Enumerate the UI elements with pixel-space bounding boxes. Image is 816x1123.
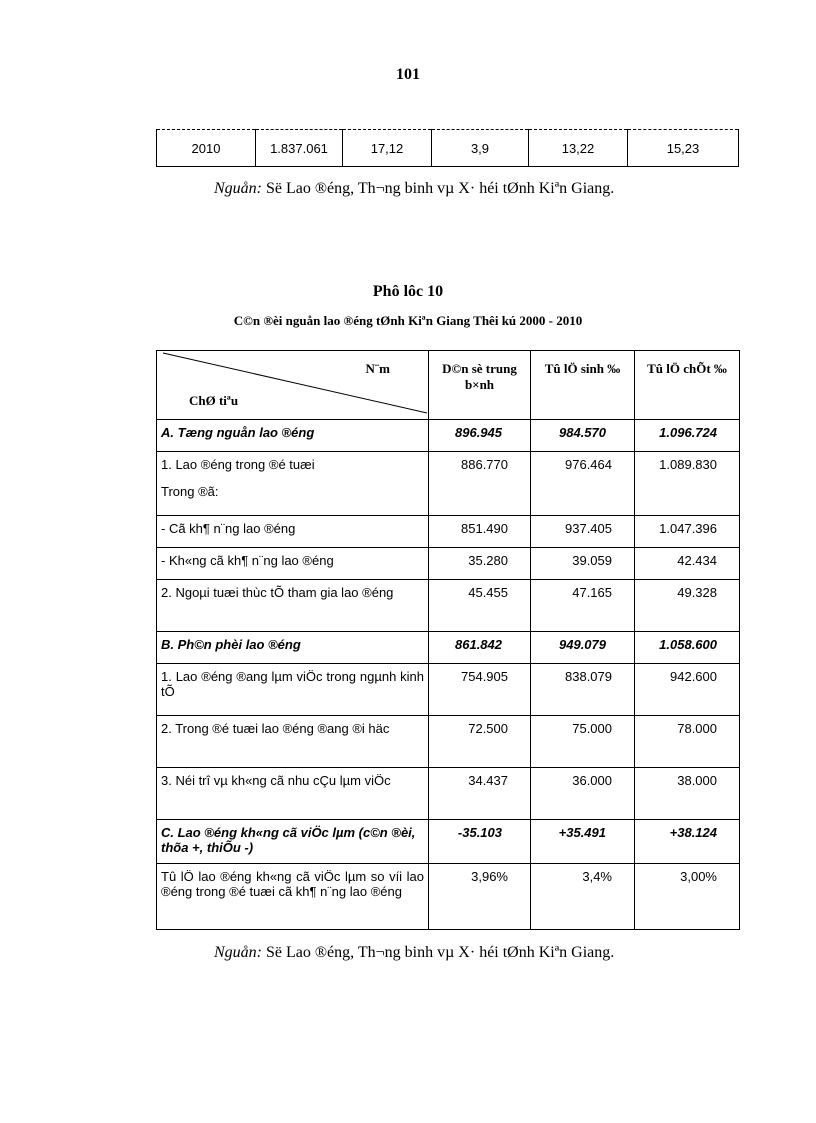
row-value: +38.124 <box>635 820 740 864</box>
row-label: 3. Néi trî vµ kh«ng cã nhu cÇu lµm viÖc <box>157 768 429 820</box>
table-cell: 3,9 <box>432 130 529 167</box>
table-cell: 13,22 <box>529 130 628 167</box>
row-value: 754.905 <box>429 664 531 716</box>
table-row <box>157 548 740 580</box>
row-value: 861.842 <box>429 632 531 664</box>
row-value: 838.079 <box>531 664 635 716</box>
row-value: 38.000 <box>635 768 740 820</box>
row-value: 47.165 <box>531 580 635 632</box>
header-criteria: ChØ tiªu <box>189 393 239 408</box>
row-value: 39.059 <box>531 548 635 580</box>
table-row <box>157 580 740 632</box>
table-row <box>157 716 740 768</box>
source-text: Së Lao ®éng, Th¬ng binh vµ X· héi tØnh Kiªn Giang. <box>266 180 615 197</box>
row-value: -35.103 <box>429 820 531 864</box>
row-value: 949.079 <box>531 632 635 664</box>
source-note <box>214 180 614 198</box>
row-value: 49.328 <box>635 580 740 632</box>
row-label-line: 1. Lao ®éng trong ®é tuæi <box>161 457 315 472</box>
row-value: 36.000 <box>531 768 635 820</box>
row-value: 3,4% <box>531 864 635 930</box>
row-value: 45.455 <box>429 580 531 632</box>
header-col2: Tû lÖ sinh ‰ <box>531 351 635 420</box>
table-cell: 2010 <box>157 130 256 167</box>
row-label: - Kh«ng cã kh¶ n¨ng lao ®éng <box>157 548 429 580</box>
diagonal-header-cell <box>157 351 429 420</box>
header-year: N¨m <box>365 361 390 376</box>
page-number: 101 <box>396 66 420 83</box>
row-value: 3,00% <box>635 864 740 930</box>
row-value: 75.000 <box>531 716 635 768</box>
appendix-title: Phô lôc 10 <box>372 283 444 300</box>
row-label: 2. Trong ®é tuæi lao ®éng ®ang ®i häc <box>157 716 429 768</box>
table-row <box>157 632 740 664</box>
row-value: 1.089.830 <box>635 452 740 516</box>
row-value: 78.000 <box>635 716 740 768</box>
row-label <box>157 452 429 516</box>
source-note-bottom <box>214 944 614 962</box>
source-label: Nguån: <box>214 944 262 961</box>
table-row <box>157 820 740 864</box>
row-label: - Cã kh¶ n¨ng lao ®éng <box>157 516 429 548</box>
table-row <box>157 664 740 716</box>
table-title: C©n ®èi nguån lao ®éng tØnh Kiªn Giang Thêi kú 2000 - 2010 <box>233 313 583 328</box>
table-row <box>157 768 740 820</box>
row-value: 886.770 <box>429 452 531 516</box>
top-table <box>156 129 739 167</box>
row-value: 976.464 <box>531 452 635 516</box>
row-label: 2. Ngoµi tuæi thùc tÕ tham gia lao ®éng <box>157 580 429 632</box>
row-value: 72.500 <box>429 716 531 768</box>
row-label: Tû lÖ lao ®éng kh«ng cã viÖc lµm so víi lao ®éng trong ®é tuæi cã kh¶ n¨ng lao ®éng <box>157 864 429 930</box>
row-value: 942.600 <box>635 664 740 716</box>
source-label: Nguån: <box>214 180 262 197</box>
row-label: 1. Lao ®éng ®ang lµm viÖc trong ngµnh kinh tÕ <box>157 664 429 716</box>
row-value: 35.280 <box>429 548 531 580</box>
table-cell: 1.837.061 <box>256 130 343 167</box>
row-value: 896.945 <box>429 420 531 452</box>
row-value: 3,96% <box>429 864 531 930</box>
row-value: 34.437 <box>429 768 531 820</box>
row-value: 851.490 <box>429 516 531 548</box>
row-value: 1.047.396 <box>635 516 740 548</box>
row-value: 937.405 <box>531 516 635 548</box>
table-row <box>157 452 740 516</box>
table-row <box>157 420 740 452</box>
row-sublabel: Trong ®ã: <box>161 484 219 499</box>
row-value: 1.058.600 <box>635 632 740 664</box>
table-cell: 17,12 <box>343 130 432 167</box>
row-label: B. Ph©n phèi lao ®éng <box>157 632 429 664</box>
table-cell: 15,23 <box>628 130 739 167</box>
main-table <box>156 350 740 930</box>
header-row <box>157 351 740 420</box>
row-value: 1.096.724 <box>635 420 740 452</box>
row-label: C. Lao ®éng kh«ng cã viÖc lµm (c©n ®èi, thõa +, thiÕu -) <box>157 820 429 864</box>
row-value: 984.570 <box>531 420 635 452</box>
row-value: +35.491 <box>531 820 635 864</box>
table-row <box>157 864 740 930</box>
header-col1: D©n sè trung b×nh <box>429 351 531 420</box>
table-row <box>157 130 739 167</box>
header-col3: Tû lÖ chÕt ‰ <box>635 351 740 420</box>
source-text: Së Lao ®éng, Th¬ng binh vµ X· héi tØnh Kiªn Giang. <box>266 944 615 961</box>
table-row <box>157 516 740 548</box>
row-label: A. Tæng nguån lao ®éng <box>157 420 429 452</box>
row-value: 42.434 <box>635 548 740 580</box>
